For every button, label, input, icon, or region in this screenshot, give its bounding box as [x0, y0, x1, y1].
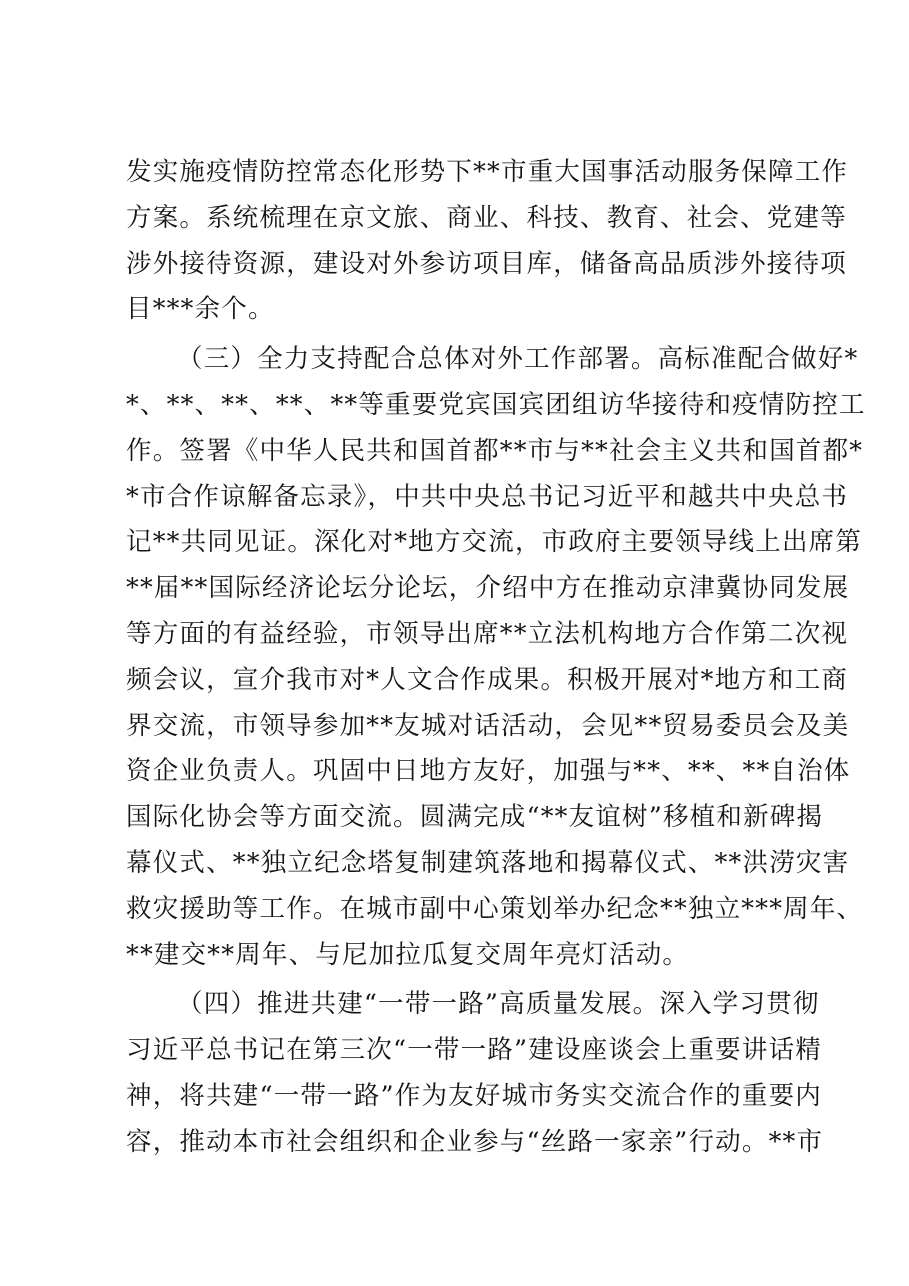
text-line: 幕仪式、**独立纪念塔复制建筑落地和揭幕仪式、**洪涝灾害 — [126, 847, 850, 878]
text-line: 记**共同见证。深化对*地方交流，市政府主要领导线上出席第 — [126, 527, 863, 558]
text-line: 神，将共建“一带一路”作为友好城市务实交流合作的重要内 — [126, 1080, 822, 1111]
text-line: 资企业负责人。巩固中日地方友好，加强与**、**、**自治体 — [126, 756, 851, 787]
paragraph-3 — [126, 982, 824, 1165]
text-line: 等方面的有益经验，市领导出席**立法机构地方合作第二次视 — [126, 618, 849, 649]
text-line: 频会议，宣介我市对*人文合作成果。积极开展对*地方和工商 — [126, 664, 849, 695]
text-line: 习近平总书记在第三次“一带一路”建设座谈会上重要讲话精 — [126, 1035, 822, 1066]
text-line: **届**国际经济论坛分论坛，介绍中方在推动京津冀协同发展 — [126, 573, 850, 604]
text-line: **建交**周年、与尼加拉瓜复交周年亮灯活动。 — [126, 939, 690, 970]
text-line: *、**、**、**、**等重要党宾国宾团组访华接待和疫情防控工 — [126, 389, 866, 420]
text-line: 界交流，市领导参加**友城对话活动，会见**贸易委员会及美 — [126, 710, 850, 741]
text-line: 国际化协会等方面交流。圆满完成“**友谊树”移植和新碑揭 — [126, 802, 824, 833]
text-line: 容，推动本市社会组织和企业参与“丝路一家亲”行动。**市 — [126, 1126, 824, 1157]
document-body — [126, 150, 866, 1166]
section-heading-line: （四）推进共建“一带一路”高质量发展。深入学习贯彻 — [177, 989, 820, 1020]
text-line: 方案。系统梳理在京文旅、商业、科技、教育、社会、党建等 — [126, 202, 847, 233]
text-line: 目***余个。 — [126, 294, 275, 325]
text-line: 涉外接待资源，建设对外参访项目库，储备高品质涉外接待项 — [126, 248, 847, 279]
paragraph-2 — [126, 337, 866, 978]
text-line: 作。签署《中华人民共和国首都**市与**社会主义共和国首都* — [126, 435, 864, 466]
text-line: 救灾援助等工作。在城市副中心策划举办纪念**独立***周年、 — [126, 893, 864, 924]
text-line: *市合作谅解备忘录》，中共中央总书记习近平和越共中央总书 — [126, 481, 849, 512]
paragraph-1 — [126, 150, 849, 333]
section-heading-line: （三）全力支持配合总体对外工作部署。高标准配合做好* — [177, 344, 859, 375]
text-line: 发实施疫情防控常态化形势下**市重大国事活动服务保障工作 — [126, 157, 849, 187]
